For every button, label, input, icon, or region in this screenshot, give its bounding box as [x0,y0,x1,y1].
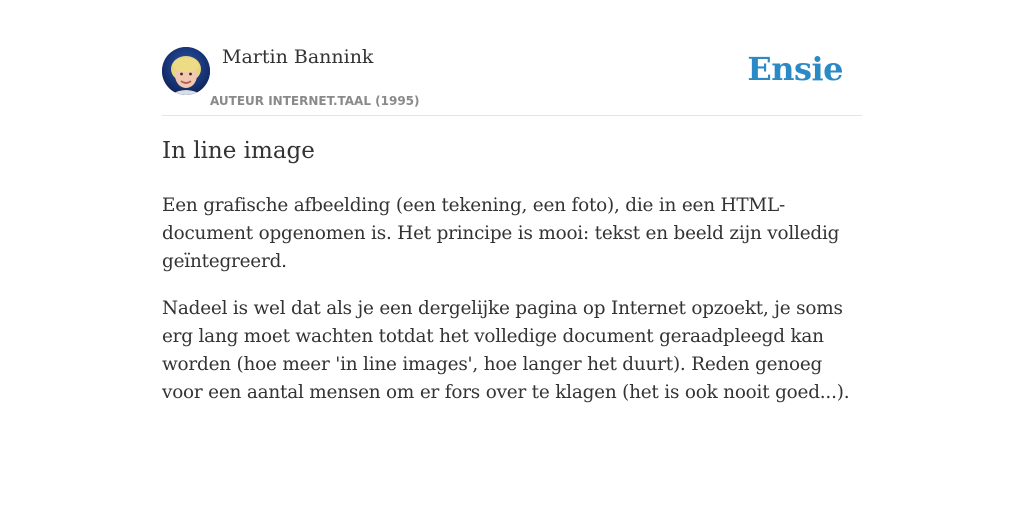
avatar-photo [162,47,210,95]
article-paragraph: Nadeel is wel dat als je een dergelijke pagina op Internet opzoekt, je soms erg lang moet wachten totdat het volledige document geraadpleegd kan worden (hoe meer 'in line images', hoe langer het duurt). Reden genoeg voor een aantal mensen om er fors over te klagen (het is ook nooit goed...). [162,298,850,403]
author-avatar[interactable] [162,47,210,95]
author-name[interactable]: Martin Bannink [222,46,374,68]
author-header [162,40,862,116]
article-body [162,192,867,426]
article-paragraph: Een grafische afbeelding (een tekening, een foto), die in een HTML-document opgenomen is. Het principe is mooi: tekst en beeld zijn volledig geïntegreerd. [162,195,840,272]
brand-logo[interactable]: Ensie [747,50,843,88]
author-role: AUTEUR INTERNET.TAAL (1995) [210,94,420,108]
article-title: In line image [162,138,315,164]
